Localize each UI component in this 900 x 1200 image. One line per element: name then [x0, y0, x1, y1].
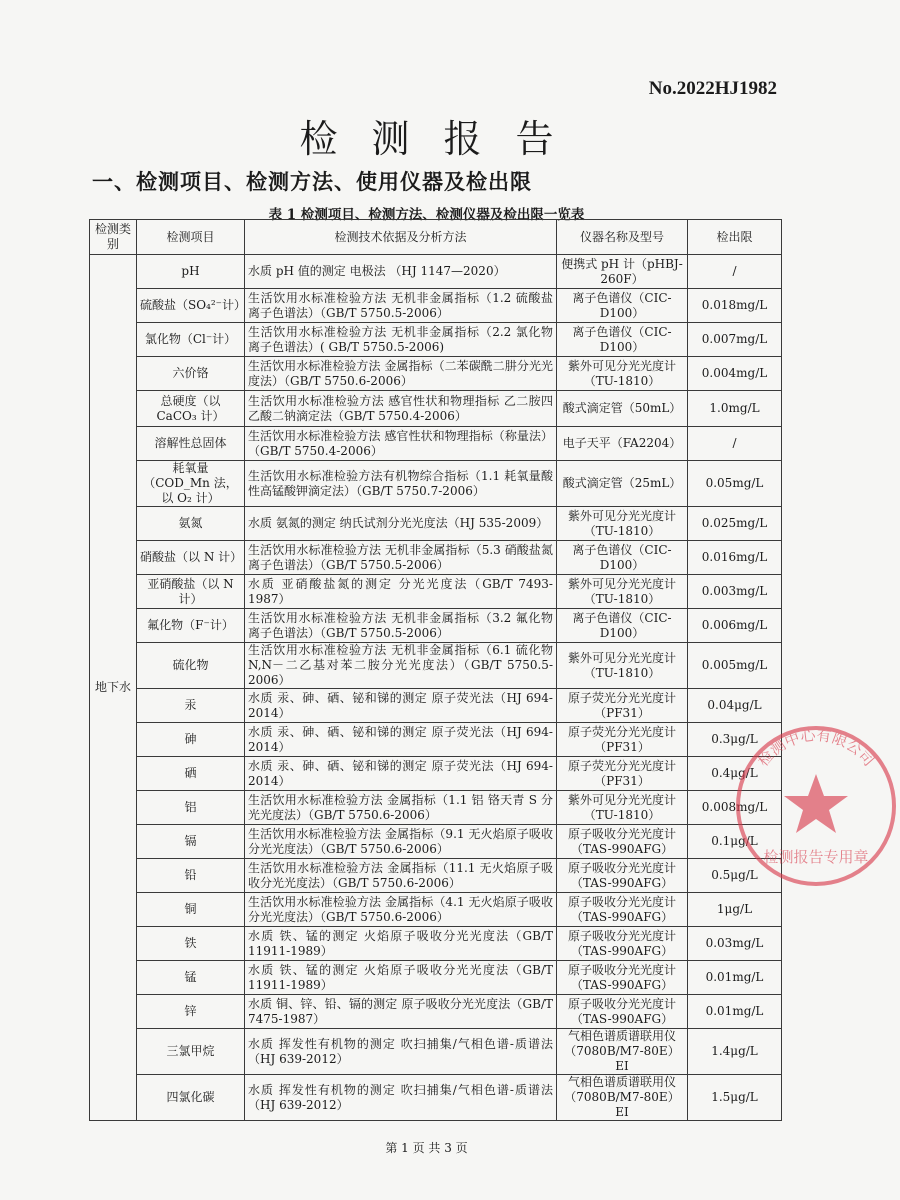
table-caption: 表 1 检测项目、检测方法、检测仪器及检出限一览表	[268, 207, 585, 223]
header-method: 检测技术依据及分析方法	[245, 220, 557, 255]
limit-cell: 0.007mg/L	[688, 323, 782, 357]
item-cell: 硝酸盐（以 N 计）	[137, 541, 245, 575]
limit-cell: 1.4μg/L	[688, 1029, 782, 1075]
item-cell: 氯化物（Cl⁻计）	[137, 323, 245, 357]
instrument-cell: 原子荧光分光光度计（PF31）	[557, 723, 688, 757]
method-cell: 生活饮用水标准检验方法 金属指标（11.1 无火焰原子吸收分光光度法）（GB/T 5750.6-2006）	[245, 859, 557, 893]
method-cell: 生活饮用水标准检验方法 无机非金属指标（6.1 硫化物 N,N－二乙基对苯二胺分光光度法）（GB/T 5750.5-2006）	[245, 643, 557, 689]
limit-cell: 0.005mg/L	[688, 643, 782, 689]
instrument-cell: 酸式滴定管（25mL）	[557, 461, 688, 507]
instrument-cell: 气相色谱质谱联用仪（7080B/M7-80E）EI	[557, 1029, 688, 1075]
limit-cell: 0.025mg/L	[688, 507, 782, 541]
method-cell: 水质 氨氮的测定 纳氏试剂分光光度法（HJ 535-2009）	[245, 507, 557, 541]
limit-cell: 0.003mg/L	[688, 575, 782, 609]
table-row	[90, 643, 782, 689]
item-cell: 六价铬	[137, 357, 245, 391]
item-cell: 耗氧量（COD_Mn 法，以 O₂ 计）	[137, 461, 245, 507]
instrument-cell: 原子荧光分光光度计（PF31）	[557, 757, 688, 791]
header-instrument: 仪器名称及型号	[557, 220, 688, 255]
table-row	[90, 507, 782, 541]
table-row	[90, 689, 782, 723]
limit-cell: 0.004mg/L	[688, 357, 782, 391]
method-cell: 水质 亚硝酸盐氮的测定 分光光度法（GB/T 7493-1987）	[245, 575, 557, 609]
table-row	[90, 461, 782, 507]
instrument-cell: 气相色谱质谱联用仪（7080B/M7-80E）EI	[557, 1075, 688, 1121]
category-cell: 地下水	[90, 255, 137, 1121]
table-row	[90, 289, 782, 323]
item-cell: 硒	[137, 757, 245, 791]
instrument-cell: 离子色谱仪（CIC-D100）	[557, 541, 688, 575]
table-row	[90, 357, 782, 391]
item-cell: 溶解性总固体	[137, 427, 245, 461]
table-row	[90, 323, 782, 357]
table-row	[90, 995, 782, 1029]
table-row	[90, 927, 782, 961]
method-cell: 生活饮用水标准检验方法 无机非金属指标（1.2 硫酸盐 离子色谱法）（GB/T 5750.5-2006）	[245, 289, 557, 323]
method-cell: 生活饮用水标准检验方法 金属指标（二苯碳酰二肼分光光度法）（GB/T 5750.6-2006）	[245, 357, 557, 391]
method-cell: 水质 汞、砷、硒、铋和锑的测定 原子荧光法（HJ 694-2014）	[245, 723, 557, 757]
seal-sub-text: 检测报告专用章	[763, 848, 869, 866]
header-category: 检测类别	[90, 220, 137, 255]
table-row	[90, 609, 782, 643]
limit-cell: 0.016mg/L	[688, 541, 782, 575]
table-row	[90, 391, 782, 427]
method-cell: 水质 pH 值的测定 电极法 （HJ 1147—2020）	[245, 255, 557, 289]
limit-cell: 0.05mg/L	[688, 461, 782, 507]
table-row	[90, 961, 782, 995]
limit-cell: 1.0mg/L	[688, 391, 782, 427]
instrument-cell: 原子吸收分光光度计（TAS-990AFG）	[557, 859, 688, 893]
limit-cell: 0.01mg/L	[688, 995, 782, 1029]
limit-cell: 1μg/L	[688, 893, 782, 927]
method-cell: 水质 铁、锰的测定 火焰原子吸收分光光度法（GB/T 11911-1989）	[245, 961, 557, 995]
seal-star	[784, 774, 848, 833]
instrument-cell: 离子色谱仪（CIC-D100）	[557, 609, 688, 643]
table-row	[90, 427, 782, 461]
limit-cell: /	[688, 255, 782, 289]
method-cell: 生活饮用水标准检验方法 金属指标（9.1 无火焰原子吸收分光光度法）（GB/T 5750.6-2006）	[245, 825, 557, 859]
table-header-row	[90, 220, 782, 255]
table-row	[90, 859, 782, 893]
instrument-cell: 原子吸收分光光度计（TAS-990AFG）	[557, 961, 688, 995]
method-cell: 水质 汞、砷、硒、铋和锑的测定 原子荧光法（HJ 694-2014）	[245, 757, 557, 791]
limit-cell: 0.006mg/L	[688, 609, 782, 643]
table-row	[90, 1075, 782, 1121]
header-item: 检测项目	[137, 220, 245, 255]
instrument-cell: 紫外可见分光光度计（TU-1810）	[557, 507, 688, 541]
item-cell: pH	[137, 255, 245, 289]
item-cell: 四氯化碳	[137, 1075, 245, 1121]
instrument-cell: 便携式 pH 计（pHBJ-260F）	[557, 255, 688, 289]
method-cell: 水质 汞、砷、硒、铋和锑的测定 原子荧光法（HJ 694-2014）	[245, 689, 557, 723]
item-cell: 镉	[137, 825, 245, 859]
limit-cell: 0.01mg/L	[688, 961, 782, 995]
limit-cell: /	[688, 427, 782, 461]
instrument-cell: 离子色谱仪（CIC-D100）	[557, 289, 688, 323]
item-cell: 锌	[137, 995, 245, 1029]
instrument-cell: 离子色谱仪（CIC-D100）	[557, 323, 688, 357]
header-limit: 检出限	[688, 220, 782, 255]
instrument-cell: 酸式滴定管（50mL）	[557, 391, 688, 427]
table-row	[90, 541, 782, 575]
limit-cell: 0.5μg/L	[688, 859, 782, 893]
table-row	[90, 825, 782, 859]
instrument-cell: 原子吸收分光光度计（TAS-990AFG）	[557, 927, 688, 961]
instrument-cell: 紫外可见分光光度计（TU-1810）	[557, 575, 688, 609]
table-row	[90, 255, 782, 289]
limit-cell: 0.008mg/L	[688, 791, 782, 825]
method-cell: 生活饮用水标准检验方法 感官性状和物理指标 乙二胺四乙酸二钠滴定法（GB/T 5750.4-2006）	[245, 391, 557, 427]
page-footer: 第 1 页 共 3 页	[385, 1141, 468, 1155]
method-cell: 生活饮用水标准检验方法 无机非金属指标（3.2 氟化物 离子色谱法）（GB/T 5750.5-2006）	[245, 609, 557, 643]
table-row	[90, 575, 782, 609]
limit-cell: 0.1μg/L	[688, 825, 782, 859]
method-cell: 生活饮用水标准检验方法 金属指标（4.1 无火焰原子吸收分光光度法）（GB/T 5750.6-2006）	[245, 893, 557, 927]
item-cell: 锰	[137, 961, 245, 995]
method-cell: 生活饮用水标准检验方法 无机非金属指标（2.2 氯化物 离子色谱法）( GB/T 5750.5-2006)	[245, 323, 557, 357]
item-cell: 硫化物	[137, 643, 245, 689]
item-cell: 铁	[137, 927, 245, 961]
method-cell: 生活饮用水标准检验方法 无机非金属指标（5.3 硝酸盐氮 离子色谱法）（GB/T 5750.5-2006）	[245, 541, 557, 575]
table-row	[90, 723, 782, 757]
item-cell: 铜	[137, 893, 245, 927]
instrument-cell: 原子吸收分光光度计（TAS-990AFG）	[557, 825, 688, 859]
limit-cell: 0.04μg/L	[688, 689, 782, 723]
limit-cell: 0.018mg/L	[688, 289, 782, 323]
detection-table	[89, 219, 782, 1121]
seal-arc-text: 检测中心有限公司	[753, 726, 879, 770]
table-row	[90, 791, 782, 825]
item-cell: 氟化物（F⁻计）	[137, 609, 245, 643]
item-cell: 亚硝酸盐（以 N 计）	[137, 575, 245, 609]
instrument-cell: 电子天平（FA2204）	[557, 427, 688, 461]
instrument-cell: 原子吸收分光光度计（TAS-990AFG）	[557, 893, 688, 927]
table-row	[90, 757, 782, 791]
method-cell: 水质 铁、锰的测定 火焰原子吸收分光光度法（GB/T 11911-1989）	[245, 927, 557, 961]
item-cell: 铅	[137, 859, 245, 893]
item-cell: 三氯甲烷	[137, 1029, 245, 1075]
method-cell: 水质 挥发性有机物的测定 吹扫捕集/气相色谱-质谱法（HJ 639-2012）	[245, 1029, 557, 1075]
limit-cell: 0.3μg/L	[688, 723, 782, 757]
item-cell: 氨氮	[137, 507, 245, 541]
limit-cell: 0.4μg/L	[688, 757, 782, 791]
instrument-cell: 紫外可见分光光度计（TU-1810）	[557, 791, 688, 825]
instrument-cell: 紫外可见分光光度计（TU-1810）	[557, 357, 688, 391]
method-cell: 生活饮用水标准检验方法 感官性状和物理指标（称量法）（GB/T 5750.4-2006）	[245, 427, 557, 461]
table-row	[90, 893, 782, 927]
item-cell: 砷	[137, 723, 245, 757]
item-cell: 总硬度（以 CaCO₃ 计）	[137, 391, 245, 427]
instrument-cell: 原子吸收分光光度计（TAS-990AFG）	[557, 995, 688, 1029]
item-cell: 铝	[137, 791, 245, 825]
item-cell: 硫酸盐（SO₄²⁻计）	[137, 289, 245, 323]
limit-cell: 1.5μg/L	[688, 1075, 782, 1121]
limit-cell: 0.03mg/L	[688, 927, 782, 961]
method-cell: 水质 铜、锌、铅、镉的测定 原子吸收分光光度法（GB/T 7475-1987）	[245, 995, 557, 1029]
report-number: No.2022HJ1982	[648, 78, 777, 99]
method-cell: 水质 挥发性有机物的测定 吹扫捕集/气相色谱-质谱法（HJ 639-2012）	[245, 1075, 557, 1121]
method-cell: 生活饮用水标准检验方法有机物综合指标（1.1 耗氧量酸性高锰酸钾滴定法）（GB/T 5750.7-2006）	[245, 461, 557, 507]
section-heading: 一、检测项目、检测方法、使用仪器及检出限	[92, 169, 532, 194]
instrument-cell: 原子荧光分光光度计（PF31）	[557, 689, 688, 723]
item-cell: 汞	[137, 689, 245, 723]
report-title: 检测报告	[299, 117, 588, 161]
instrument-cell: 紫外可见分光光度计（TU-1810）	[557, 643, 688, 689]
table-row	[90, 1029, 782, 1075]
method-cell: 生活饮用水标准检验方法 金属指标（1.1 铝 铬天青 S 分光光度法）（GB/T 5750.6-2006）	[245, 791, 557, 825]
